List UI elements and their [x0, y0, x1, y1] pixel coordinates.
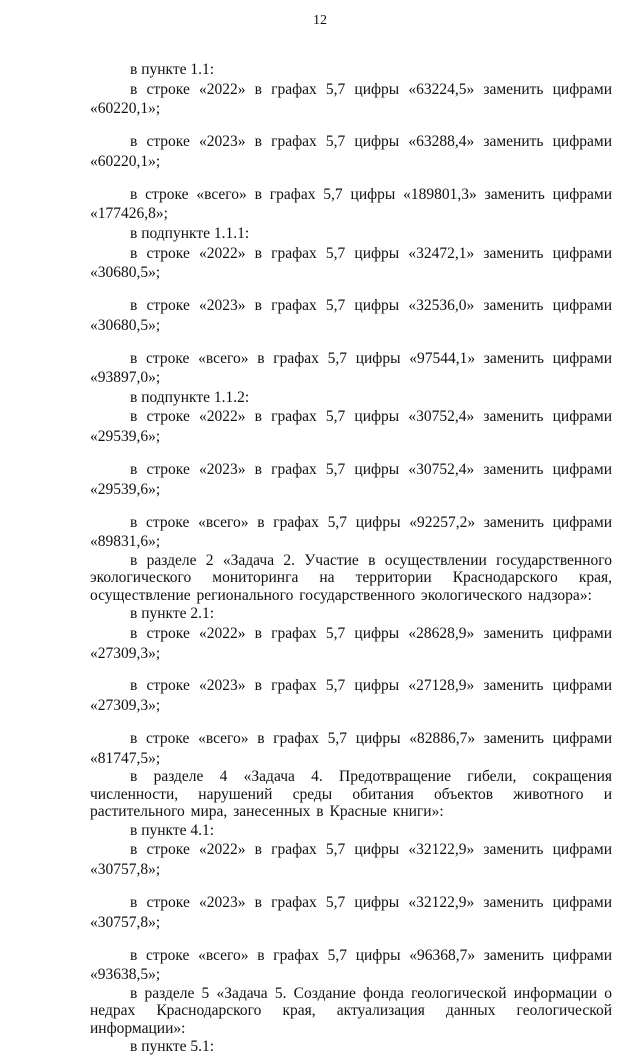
- paragraph: в строке «2023» в графах 5,7 цифры «63288,4» заменить цифрами «60220,1»;: [90, 133, 612, 170]
- paragraph: в строке «2023» в графах 5,7 цифры «32122,9» заменить цифрами «30757,8»;: [90, 893, 612, 931]
- paragraph: в строке «2023» в графах 5,7 цифры «30752,4» заменить цифрами «29539,6»;: [90, 461, 612, 498]
- document-body: [90, 60, 612, 1057]
- paragraph: в строке «2022» в графах 5,7 цифры «30752,4» заменить цифрами «29539,6»;: [90, 408, 612, 446]
- paragraph: в строке «2022» в графах 5,7 цифры «32472,1» заменить цифрами «30680,5»;: [90, 244, 612, 282]
- heading-line: в пункте 4.1:: [130, 821, 215, 839]
- paragraph: в разделе 5 «Задача 5. Создание фонда геологической информации о недрах Краснодарского края, актуализация данных геологической информации»:: [90, 984, 612, 1037]
- paragraph: в строке «всего» в графах 5,7 цифры «92257,2» заменить цифрами «89831,6»;: [90, 513, 612, 551]
- paragraph: в строке «2023» в графах 5,7 цифры «32536,0» заменить цифрами «30680,5»;: [90, 297, 612, 334]
- paragraph: в разделе 4 «Задача 4. Предотвращение гибели, сокращения численности, нарушений среды обитания объектов животного и растительного мира, занесенных в Красные книги»:: [90, 768, 612, 821]
- paragraph: в строке «2022» в графах 5,7 цифры «28628,9» заменить цифрами «27309,3»;: [90, 624, 612, 662]
- paragraph: в строке «всего» в графах 5,7 цифры «96368,7» заменить цифрами «93638,5»;: [90, 946, 612, 984]
- paragraph: в строке «2023» в графах 5,7 цифры «27128,9» заменить цифрами «27309,3»;: [90, 677, 612, 715]
- page-number: 12: [313, 13, 327, 28]
- heading-line: в подпункте 1.1.2:: [130, 388, 250, 406]
- heading-line: в пункте 1.1:: [130, 61, 215, 78]
- paragraph: в строке «2022» в графах 5,7 цифры «63224,5» заменить цифрами «60220,1»;: [90, 80, 612, 118]
- paragraph: в строке «всего» в графах 5,7 цифры «97544,1» заменить цифрами «93897,0»;: [90, 349, 612, 387]
- paragraph: в строке «всего» в графах 5,7 цифры «82886,7» заменить цифрами «81747,5»;: [90, 730, 612, 767]
- paragraph: в строке «всего» в графах 5,7 цифры «189801,3» заменить цифрами «177426,8»;: [90, 185, 612, 223]
- heading-line: в пункте 2.1:: [130, 605, 215, 623]
- paragraph: в строке «2022» в графах 5,7 цифры «32122,9» заменить цифрами «30757,8»;: [90, 841, 612, 878]
- paragraph: в разделе 2 «Задача 2. Участие в осуществлении государственного экологического мониторинга на территории Краснодарского края, осуществление регионального государственного экологического надзора»:: [90, 551, 612, 604]
- heading-line: в пункте 5.1:: [130, 1038, 215, 1056]
- heading-line: в подпункте 1.1.1:: [130, 224, 250, 242]
